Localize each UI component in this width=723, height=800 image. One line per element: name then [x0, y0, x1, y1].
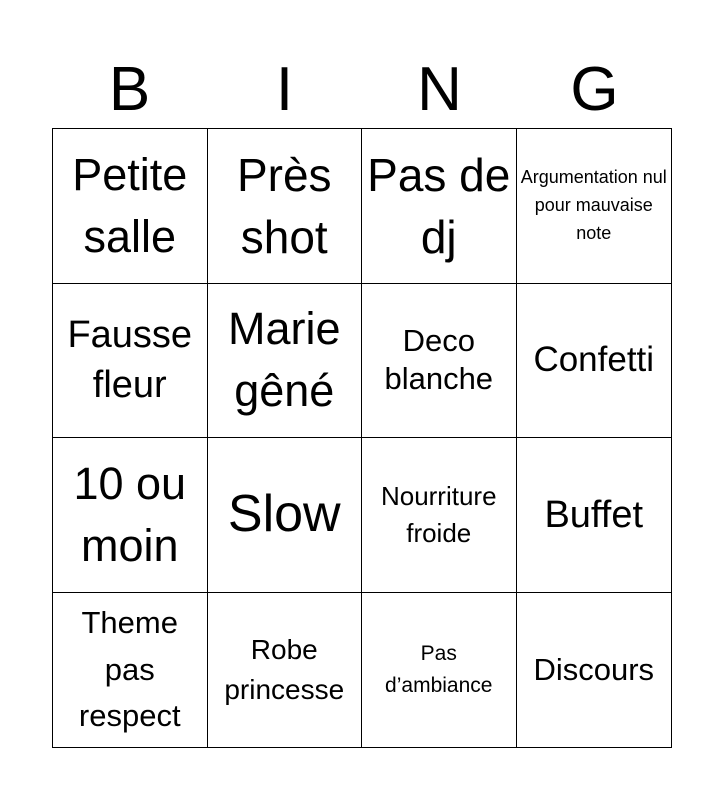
cell-text: Theme pas respect — [78, 605, 181, 733]
cell-text: Marie gêné — [227, 303, 341, 417]
bingo-cell[interactable] — [362, 593, 517, 748]
cell-text: Pas de dj — [367, 148, 511, 263]
cell-text: Discours — [533, 651, 655, 687]
header-letter-g: G — [570, 55, 619, 124]
bingo-cell[interactable] — [208, 438, 363, 593]
cell-text: Petite salle — [72, 148, 188, 262]
bingo-cell[interactable] — [517, 284, 672, 439]
cell-text: Près shot — [236, 148, 332, 263]
cell-text: Slow — [227, 485, 341, 544]
cell-text: 10 ou moin — [73, 457, 187, 571]
bingo-cell[interactable] — [53, 438, 208, 593]
header-letter-i: I — [275, 55, 294, 124]
cell-text: Pas d’ambiance — [385, 642, 493, 697]
bingo-cell[interactable] — [53, 284, 208, 439]
bingo-cell[interactable] — [208, 284, 363, 439]
header-letter-b: B — [108, 55, 151, 124]
bingo-cell[interactable] — [362, 129, 517, 284]
bingo-cell[interactable] — [517, 438, 672, 593]
cell-text: Nourriture froide — [380, 480, 497, 548]
bingo-cell[interactable] — [362, 284, 517, 439]
bingo-cell[interactable] — [53, 129, 208, 284]
cell-text: Argumentation nul pour mauvaise note — [520, 166, 667, 243]
cell-text: Fausse fleur — [67, 314, 193, 407]
cell-text: Buffet — [544, 493, 644, 536]
bingo-header — [52, 52, 672, 128]
cell-text: Robe princesse — [224, 634, 345, 705]
bingo-cell[interactable] — [208, 129, 363, 284]
bingo-cell[interactable] — [362, 438, 517, 593]
header-letter-n: N — [417, 55, 462, 124]
bingo-grid — [52, 128, 672, 748]
cell-text: Deco blanche — [384, 322, 494, 397]
cell-text: Confetti — [533, 340, 655, 380]
bingo-cell[interactable] — [517, 593, 672, 748]
bingo-cell[interactable] — [517, 129, 672, 284]
bingo-cell[interactable] — [53, 593, 208, 748]
bingo-cell[interactable] — [208, 593, 363, 748]
